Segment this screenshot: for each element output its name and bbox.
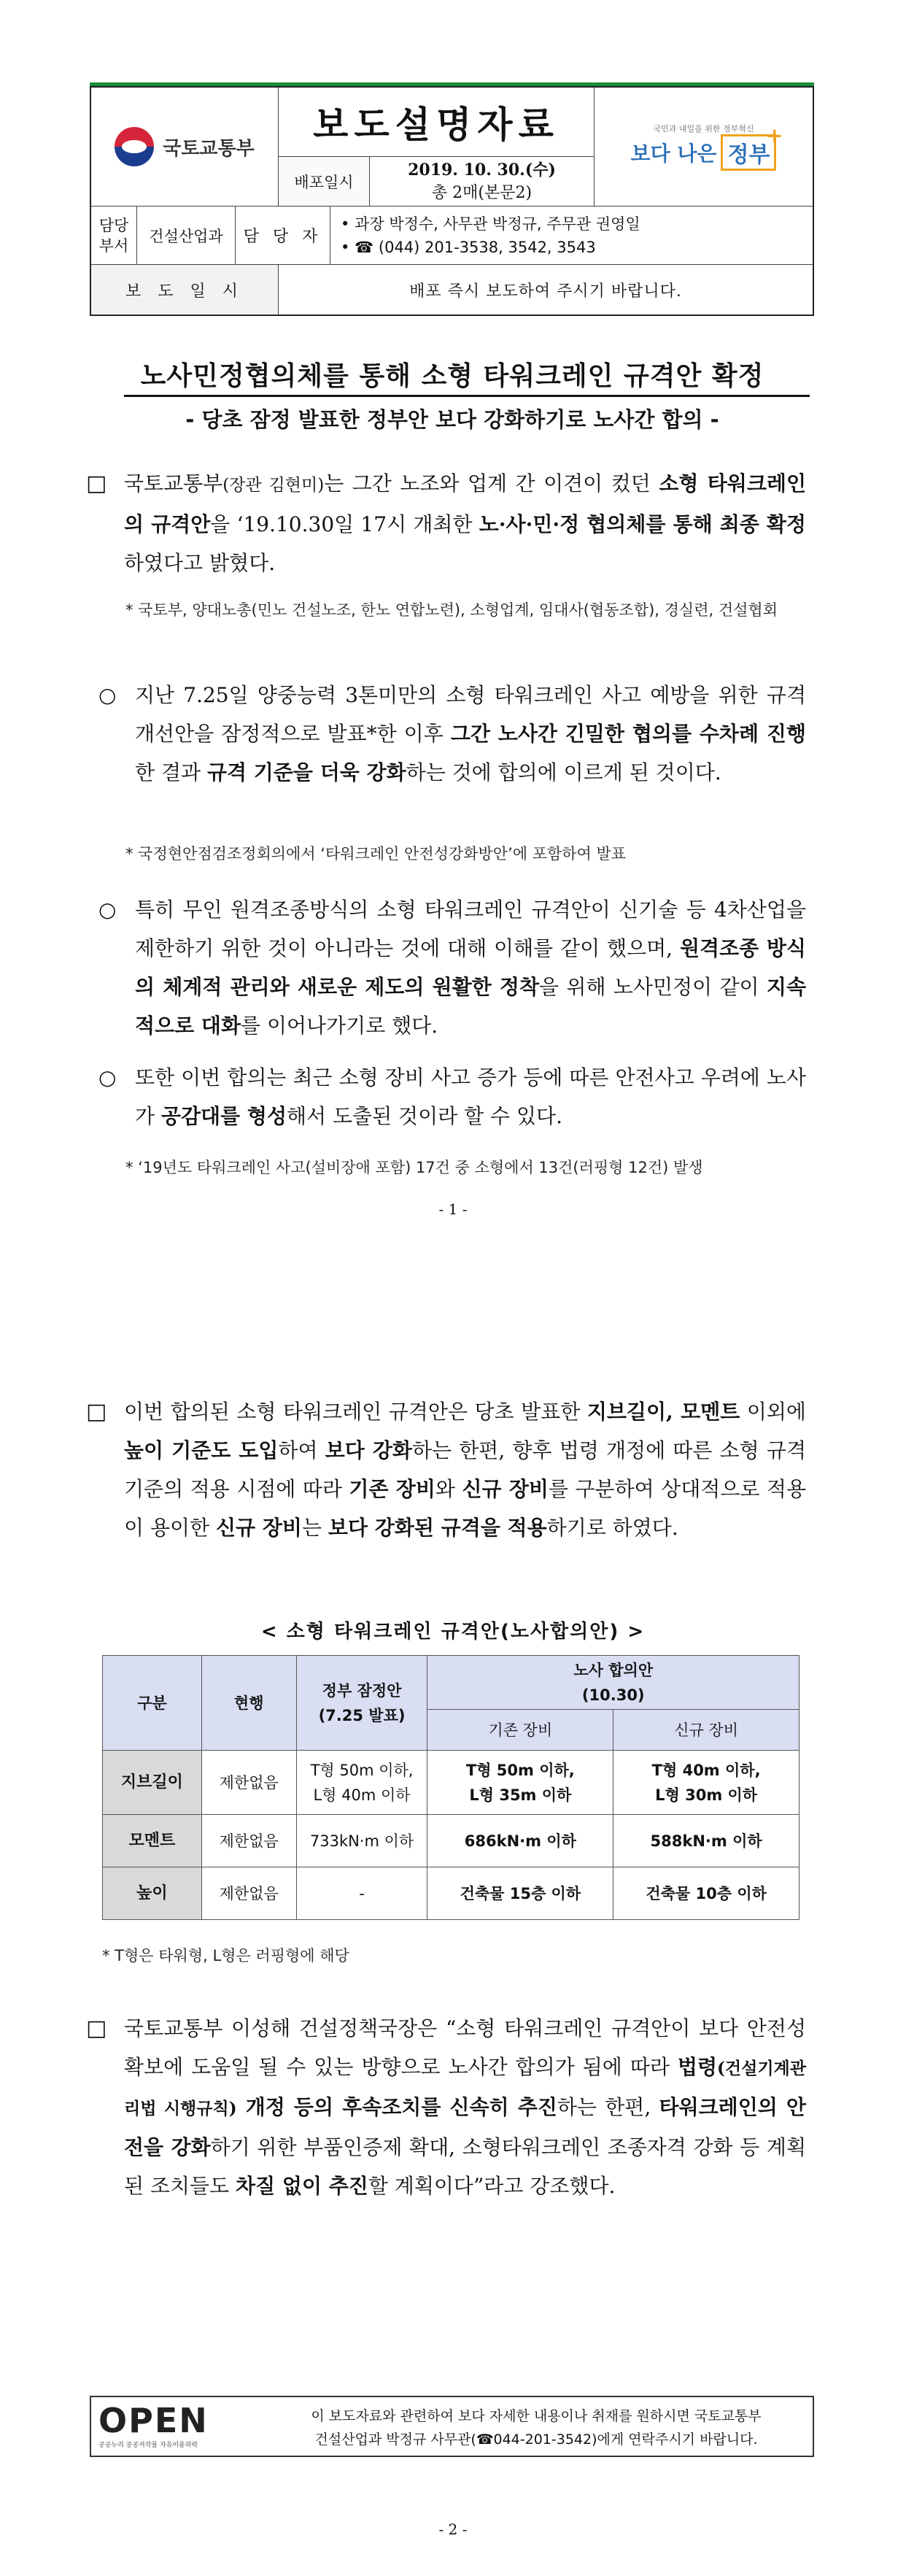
press-date-label: 보 도 일 시 (91, 265, 279, 315)
footer-contact-text (270, 2405, 802, 2451)
paragraph-2 (135, 676, 806, 792)
p3-d: 지속적으로 대화 (135, 975, 806, 1038)
col-agree-title: 노사 합의안 (573, 1661, 654, 1679)
table-title: < 소형 타워크레인 규격안(노사합의안) > (260, 1621, 646, 1643)
row-new-line: L형 30m 이하 (655, 1786, 758, 1804)
note-2: * 국정현안점검조정회의에서 ‘타워크레인 안전성강화방안’에 포함하여 발표 (125, 845, 627, 863)
p6-a: 국토교통부 이성해 건설정책국장은 “소형 타워크레인 규격안이 보다 안전성 확보에 도움일 될 수 있는 방향으로 노사간 합의가 됨에 따라 (124, 2016, 806, 2079)
col-gov-title: 정부 잠정안 (322, 1681, 402, 1700)
footer-line-1: 이 보도자료와 관련하여 보다 자세한 내용이나 취재를 원하시면 국토교통부 (311, 2408, 762, 2424)
page-number-2: - 2 - (438, 2521, 468, 2538)
p6-e: 하는 한편, (557, 2095, 659, 2119)
open-logo-sub: 공공누리 공공저작물 자유이용허락 (98, 2442, 198, 2449)
p1-d: 소형 타워크레인의 규격안 (124, 471, 806, 536)
p5-b: 지브길이, 모멘트 (586, 1400, 740, 1424)
ministry-name: 국토교통부 (163, 137, 255, 160)
table-row (103, 1815, 799, 1867)
col-gov-header (296, 1656, 427, 1751)
p5-f: 보다 강화 (325, 1438, 412, 1462)
charge-value (330, 207, 813, 265)
p1-b: (장관 김현미) (222, 476, 325, 495)
p2-b: 그간 노사간 긴밀한 협의를 수차례 진행 (450, 722, 806, 746)
headline-rule (124, 395, 810, 397)
p5-g: 하는 한편, 향후 법령 개정에 따른 소형 규격 기준의 적용 시점에 따라 (124, 1438, 806, 1501)
square-bullet-icon: □ (86, 2016, 107, 2041)
ministry-logo (91, 88, 279, 207)
p5-k: 를 구분하여 상대적으로 적용이 용이한 (124, 1477, 806, 1540)
table-row (103, 1751, 799, 1815)
row-current: 제한없음 (201, 1867, 296, 1920)
row-gov: 733kN·m 이하 (296, 1815, 427, 1867)
note-1: * 국토부, 양대노총(민노 건설노조, 한노 연합노련), 소형업계, 임대사(협동조합), 경실련, 건설협회 (125, 601, 778, 619)
slogan-logo (595, 88, 813, 207)
distribution-date: 2019. 10. 30.(수) (408, 160, 556, 180)
open-license-logo (98, 2402, 248, 2453)
open-logo-word: OPEN (98, 2401, 209, 2440)
p4-a: 또한 이번 합의는 최근 소형 장비 사고 증가 등에 따른 안전사고 우려에 노사가 (135, 1065, 806, 1128)
subheadline: - 당초 잠정 발표한 정부안 보다 강화하기로 노사간 합의 - (185, 407, 719, 432)
p6-i: 할 계획이다”라고 강조했다. (368, 2174, 616, 2198)
p3-e: 를 이어나가기로 했다. (241, 1014, 438, 1038)
row-existing-line: T형 50m 이하, (465, 1761, 575, 1779)
note-3: * ‘19년도 타워크레인 사고(설비장애 포함) 17건 중 소형에서 13건(러핑형 12건) 발생 (125, 1159, 703, 1176)
charge-line-2: • ☎ (044) 201-3538, 3542, 3543 (341, 238, 596, 256)
p5-d: 높이 기준도 도입 (124, 1438, 279, 1462)
slogan-left: 보다 나은 (630, 142, 717, 166)
col-type-header: 구분 (103, 1656, 202, 1751)
p5-j: 신규 장비 (462, 1477, 549, 1501)
slogan-box-text: 정부 (727, 142, 770, 168)
p5-o: 하기로 하였다. (546, 1516, 678, 1540)
p5-l: 신규 장비 (216, 1516, 302, 1540)
p4-c: 해서 도출된 것이라 할 수 있다. (287, 1104, 562, 1128)
dept-label-2: 부서 (98, 236, 129, 255)
paragraph-3 (135, 890, 806, 1045)
table-row (103, 1867, 799, 1920)
p2-d: 규격 기준을 더욱 강화 (206, 760, 406, 784)
row-new: 건축물 10층 이하 (613, 1867, 799, 1920)
p2-c: 한 결과 (135, 760, 207, 784)
p5-n: 보다 강화된 규격을 적용 (328, 1516, 547, 1540)
row-existing-line: L형 35m 이하 (469, 1786, 572, 1804)
p1-f: 노·사·민·정 협의체를 통해 최종 확정 (479, 512, 806, 536)
row-current: 제한없음 (201, 1815, 296, 1867)
p3-b: 원격조종 방식의 체계적 관리와 새로운 제도의 원활한 정착 (135, 936, 806, 999)
p5-i: 와 (435, 1477, 462, 1501)
spec-table (102, 1655, 799, 1920)
p1-g: 하였다고 밝혔다. (124, 551, 276, 575)
dept-value: 건설산업과 (137, 207, 236, 265)
charge-label: 담 당 자 (236, 207, 330, 265)
row-new-line: T형 40m 이하, (651, 1761, 761, 1779)
p2-a: 지난 7.25일 양중능력 3톤미만의 소형 타워크레인 사고 예방을 위한 규격 개선안을 잠정적으로 발표*한 이후 (135, 683, 806, 746)
p6-f: 타워크레인의 안전을 강화 (124, 2095, 806, 2159)
row-new (613, 1751, 799, 1815)
page-number-1: - 1 - (438, 1200, 468, 1218)
circle-bullet-icon: ○ (98, 1065, 117, 1090)
headline: 노사민정협의체를 통해 소형 타워크레인 규격안 확정 (140, 361, 764, 391)
col-agree-date: (10.30) (581, 1686, 645, 1704)
dept-label-1: 담당 (98, 216, 129, 234)
p1-a: 국토교통부 (124, 471, 223, 495)
row-existing: 686kN·m 이하 (427, 1815, 613, 1867)
paragraph-1 (124, 464, 806, 582)
p6-d: 개정 등의 후속조치를 신속히 추진 (236, 2095, 557, 2119)
distribution-value (370, 157, 595, 207)
p3-a: 특히 무인 원격조종방식의 소형 타워크레인 규격안이 신기술 등 4차산업을 제한하기 위한 것이 아니라는 것에 대해 이해를 같이 했으며, (135, 898, 806, 960)
paragraph-4 (135, 1058, 806, 1135)
row-gov (296, 1751, 427, 1815)
row-gov-line: T형 50m 이하, (310, 1761, 414, 1779)
row-label: 지브길이 (103, 1751, 202, 1815)
p5-h: 기존 장비 (349, 1477, 435, 1501)
press-date-value: 배포 즉시 보도하여 주시기 바랍니다. (409, 282, 682, 301)
distribution-pages: 총 2매(본문2) (431, 183, 533, 202)
contact-footer (90, 2396, 814, 2457)
p1-e: 을 ‘19.10.30일 17시 개최한 (210, 512, 479, 536)
p5-e: 하여 (278, 1438, 325, 1462)
p6-c: (건설기계관리법 시행규칙) (124, 2059, 806, 2118)
square-bullet-icon: □ (86, 1399, 107, 1424)
row-label: 모멘트 (103, 1815, 202, 1867)
p6-h: 차질 없이 추진 (236, 2174, 368, 2198)
distribution-label: 배포일시 (279, 157, 370, 207)
p3-c: 을 위해 노사민정이 같이 (539, 975, 767, 999)
row-gov-line: L형 40m 이하 (313, 1786, 411, 1804)
row-existing: 건축물 15층 이하 (427, 1867, 613, 1920)
taeguk-emblem-icon (115, 127, 154, 166)
circle-bullet-icon: ○ (98, 898, 117, 922)
note-4: * T형은 타워형, L형은 러핑형에 해당 (102, 1947, 349, 1964)
p6-g: 하기 위한 부품인증제 확대, 소형타워크레인 조종자격 강화 등 계획된 조치들도 (124, 2135, 806, 2198)
row-label: 높이 (103, 1867, 202, 1920)
doc-title: 보도설명자료 (279, 88, 595, 157)
paragraph-6 (124, 2009, 806, 2205)
row-new: 588kN·m 이하 (613, 1815, 799, 1867)
header-grid (90, 86, 814, 316)
p4-b: 공감대를 형성 (160, 1104, 287, 1128)
col-new-header: 신규 장비 (613, 1710, 799, 1751)
charge-line-1: • 과장 박정수, 사무관 박정규, 주무관 권영일 (341, 215, 640, 233)
p1-c: 는 그간 노조와 업계 간 이견이 컸던 (324, 471, 659, 495)
press-header (90, 82, 814, 316)
row-current: 제한없음 (201, 1751, 296, 1815)
p5-m: 는 (301, 1516, 328, 1540)
col-gov-date: (7.25 발표) (318, 1706, 406, 1724)
p2-e: 하는 것에 합의에 이르게 된 것이다. (406, 760, 721, 784)
footer-line-2: 건설산업과 박정규 사무관(☎044-201-3542)에게 연락주시기 바랍니다. (314, 2432, 758, 2448)
p6-b: 법령 (677, 2055, 718, 2079)
circle-bullet-icon: ○ (98, 683, 117, 707)
paragraph-5 (124, 1392, 806, 1547)
p5-a: 이번 합의된 소형 타워크레인 규격안은 당초 발표한 (124, 1400, 587, 1424)
square-bullet-icon: □ (86, 471, 107, 496)
dept-label (91, 207, 137, 265)
slogan-small: 국민과 내일을 위한 정부혁신 (653, 124, 754, 134)
slogan-box (721, 123, 783, 171)
plus-icon: + (765, 123, 783, 147)
row-existing (427, 1751, 613, 1815)
col-current-header: 현행 (201, 1656, 296, 1751)
col-existing-header: 기존 장비 (427, 1710, 613, 1751)
col-agree-header (427, 1656, 799, 1710)
p5-c: 이외에 (740, 1400, 806, 1424)
row-gov: - (296, 1867, 427, 1920)
